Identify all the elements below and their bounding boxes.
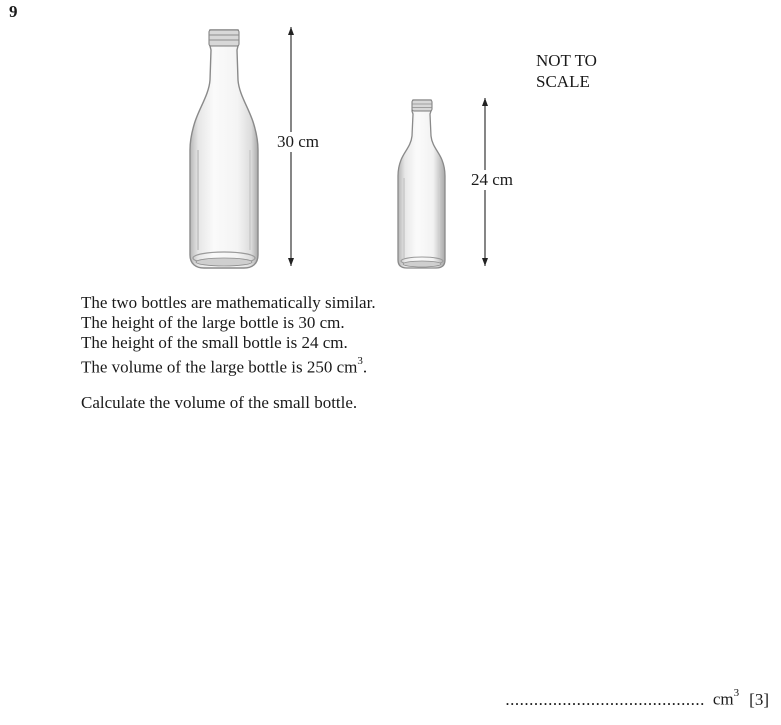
not-to-scale-line2: SCALE xyxy=(536,72,590,91)
instruction: Calculate the volume of the small bottle. xyxy=(81,393,358,412)
answer-field[interactable]: .......................................... xyxy=(505,689,705,709)
question-number: 9 xyxy=(9,2,18,21)
volume-suffix: . xyxy=(362,357,368,377)
volume-exponent: 3 xyxy=(357,355,363,367)
large-bottle xyxy=(190,30,258,268)
small-bottle xyxy=(398,100,445,268)
small-bottle-height-label: 24 cm xyxy=(471,170,514,189)
statement-similar: The two bottles are mathematically similar. xyxy=(81,293,376,312)
answer-unit: cm xyxy=(712,689,734,709)
large-bottle-height-label: 30 cm xyxy=(277,132,320,151)
statement-large-volume xyxy=(81,353,376,378)
statement-small-height: The height of the small bottle is 24 cm. xyxy=(81,333,348,352)
question-statements xyxy=(81,293,376,378)
not-to-scale-line1: NOT TO xyxy=(536,51,597,70)
not-to-scale-note xyxy=(536,50,597,92)
marks-label: [3] xyxy=(749,689,769,709)
answer-unit-exponent: 3 xyxy=(733,687,740,699)
bottles-figure xyxy=(0,0,781,290)
statement-large-height: The height of the large bottle is 30 cm. xyxy=(81,313,345,332)
volume-prefix: The volume of the large bottle is 250 cm xyxy=(81,357,358,377)
answer-line xyxy=(505,689,769,710)
